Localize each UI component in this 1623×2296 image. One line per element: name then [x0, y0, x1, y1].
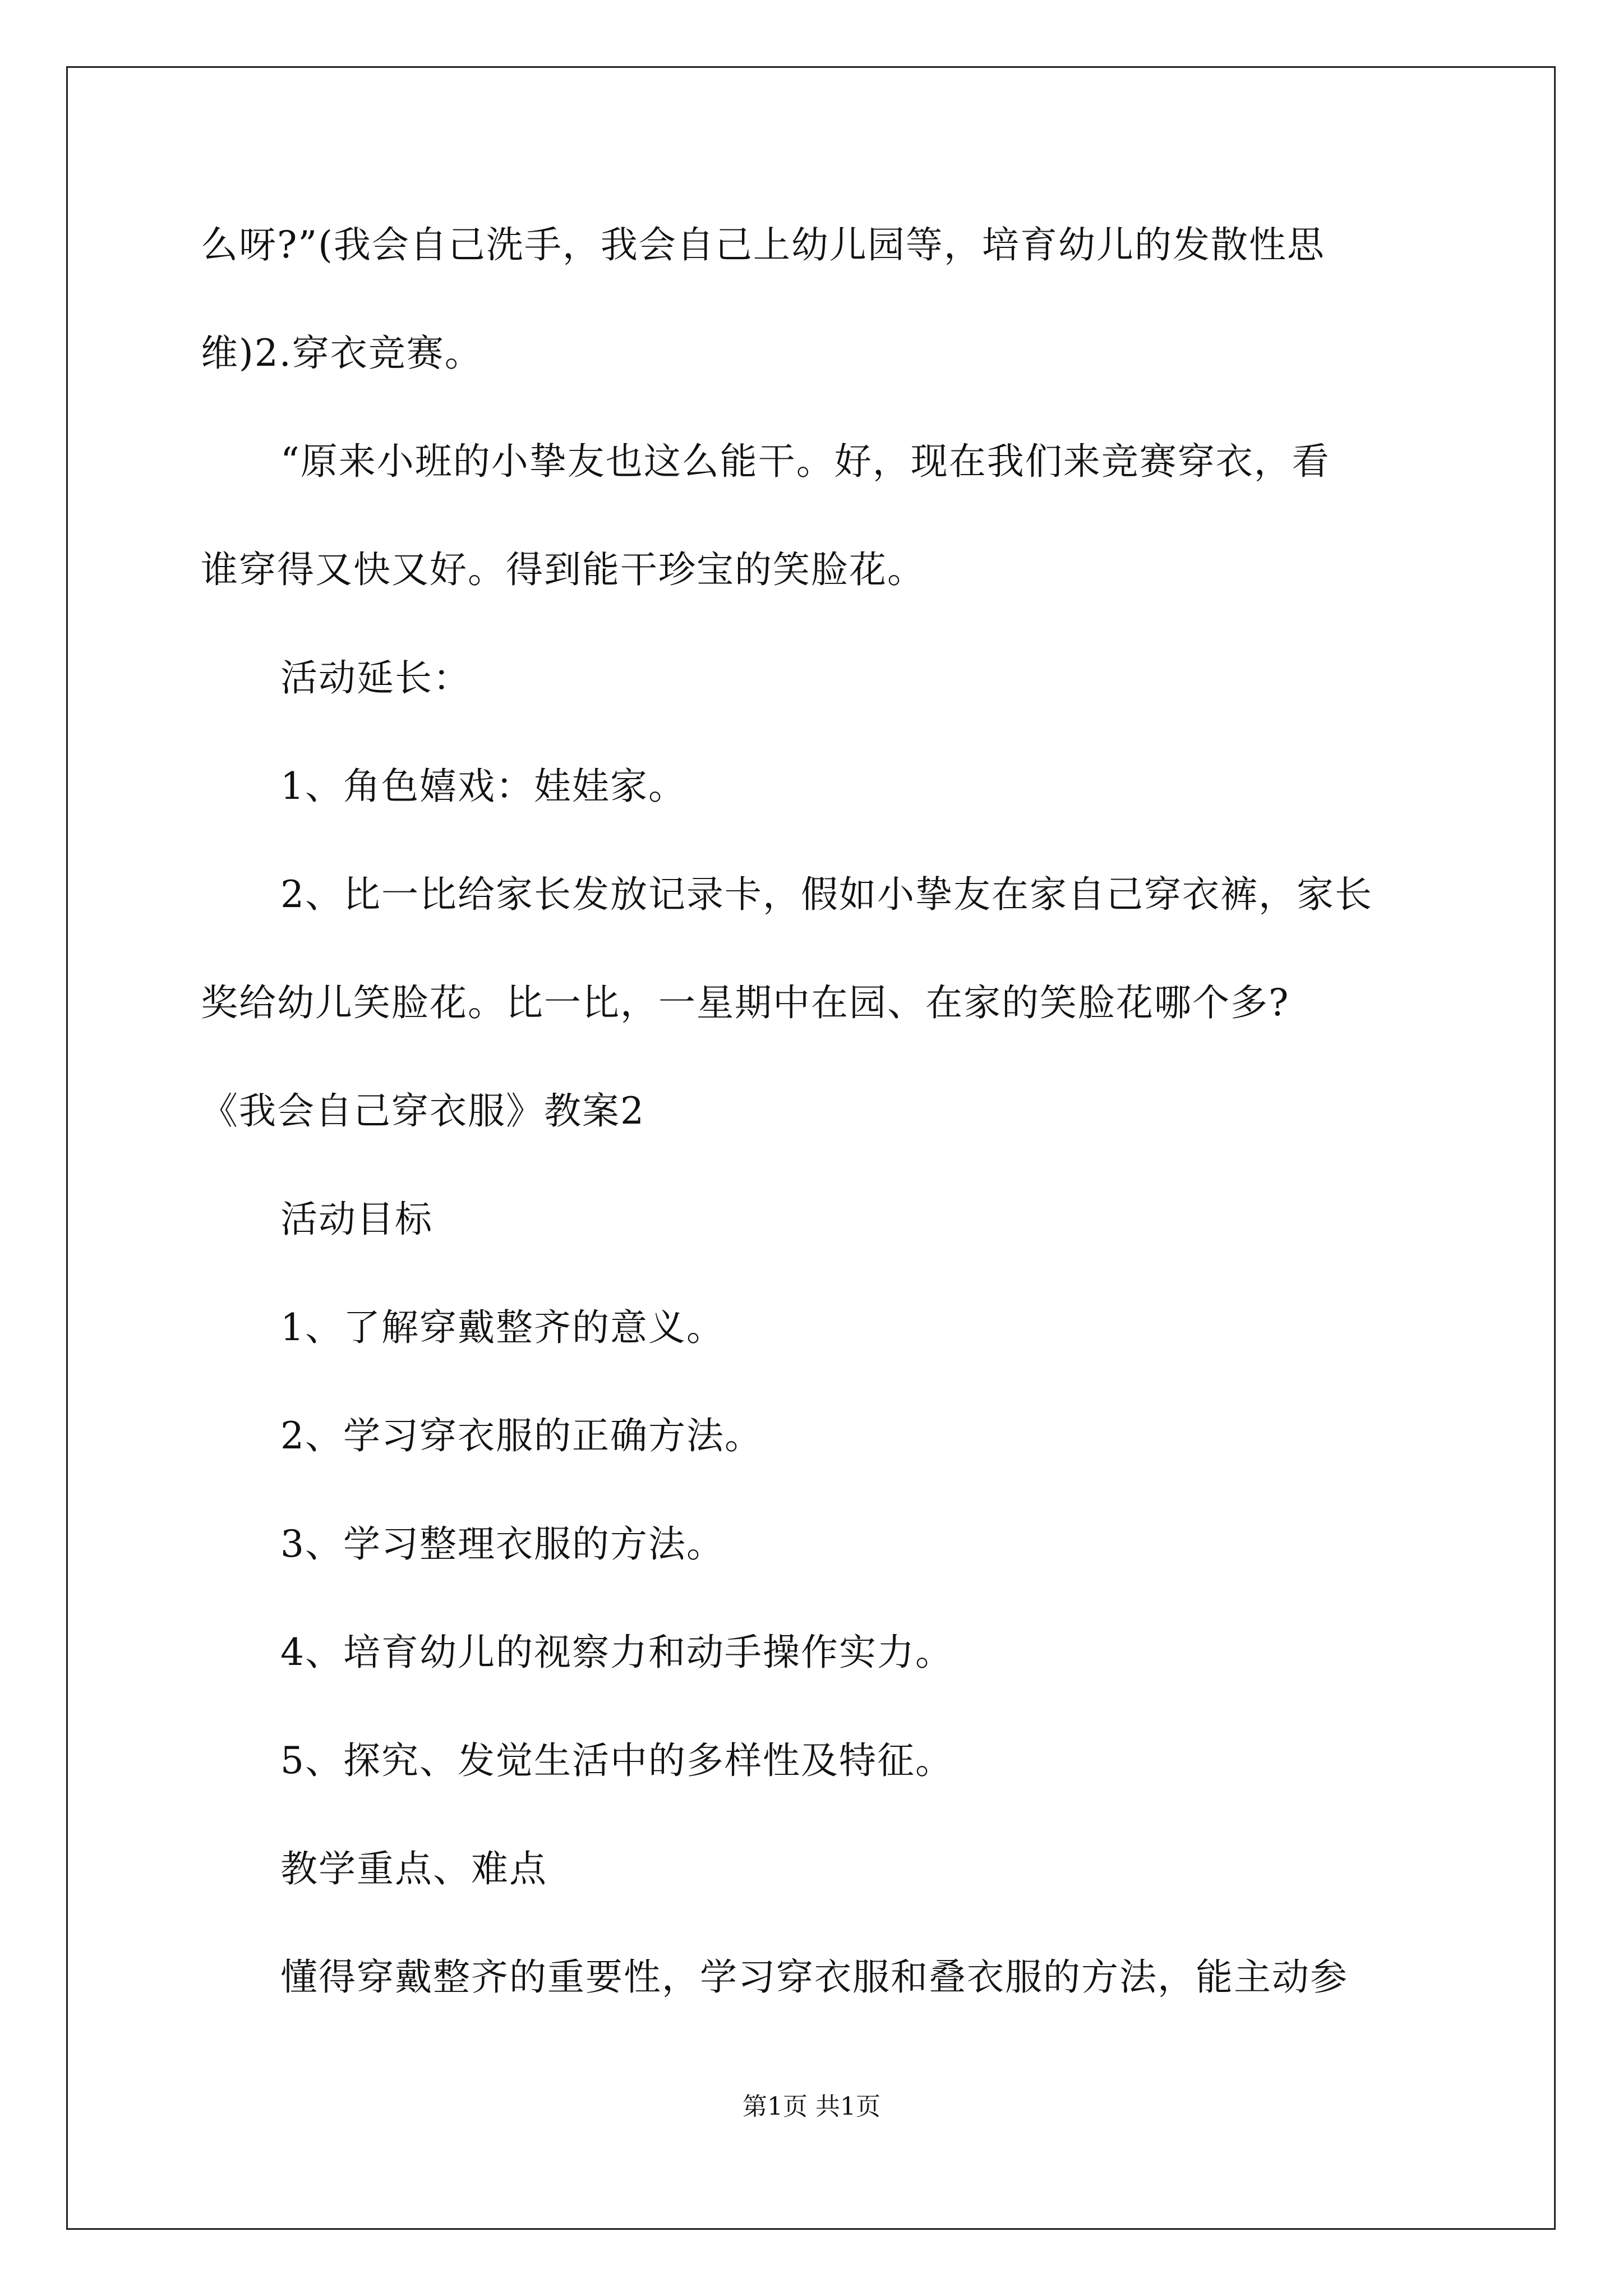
page-frame — [66, 66, 1556, 2230]
list-item: 3、学习整理衣服的方法。 — [280, 1522, 725, 1566]
text-line-2: 维)2.穿衣竞赛。 — [201, 332, 483, 375]
section-heading-activity-extension: 活动延长： — [280, 656, 471, 700]
page-number-footer: 第1页 共1页 — [743, 2092, 880, 2121]
text-line-8: 奖给幼儿笑脸花。比一比，一星期中在园、在家的笑脸花哪个多? — [201, 981, 1290, 1024]
list-item: 2、比一比给家长发放记录卡，假如小挚友在家自己穿衣裤，家长 — [280, 873, 1373, 916]
list-item: 1、角色嬉戏：娃娃家。 — [280, 765, 686, 808]
list-item: 2、学习穿衣服的正确方法。 — [280, 1414, 763, 1457]
list-item: 1、了解穿戴整齐的意义。 — [280, 1306, 725, 1349]
text-line-1: 么呀?”(我会自己洗手，我会自己上幼儿园等，培育幼儿的发散性思 — [201, 223, 1325, 266]
document-title-lesson-plan-2: 《我会自己穿衣服》教案2 — [201, 1089, 645, 1133]
text-line-4: 谁穿得又快又好。得到能干珍宝的笑脸花。 — [201, 548, 925, 591]
text-line-17: 懂得穿戴整齐的重要性，学习穿衣服和叠衣服的方法，能主动参 — [280, 1955, 1348, 1999]
list-item: 5、探究、发觉生活中的多样性及特征。 — [280, 1739, 953, 1782]
text-line-3: “原来小班的小挚友也这么能干。好，现在我们来竞赛穿衣，看 — [280, 440, 1330, 483]
section-heading-activity-goals: 活动目标 — [280, 1198, 433, 1241]
list-item: 4、培育幼儿的视察力和动手操作实力。 — [280, 1631, 953, 1674]
section-heading-key-points: 教学重点、难点 — [280, 1847, 547, 1890]
